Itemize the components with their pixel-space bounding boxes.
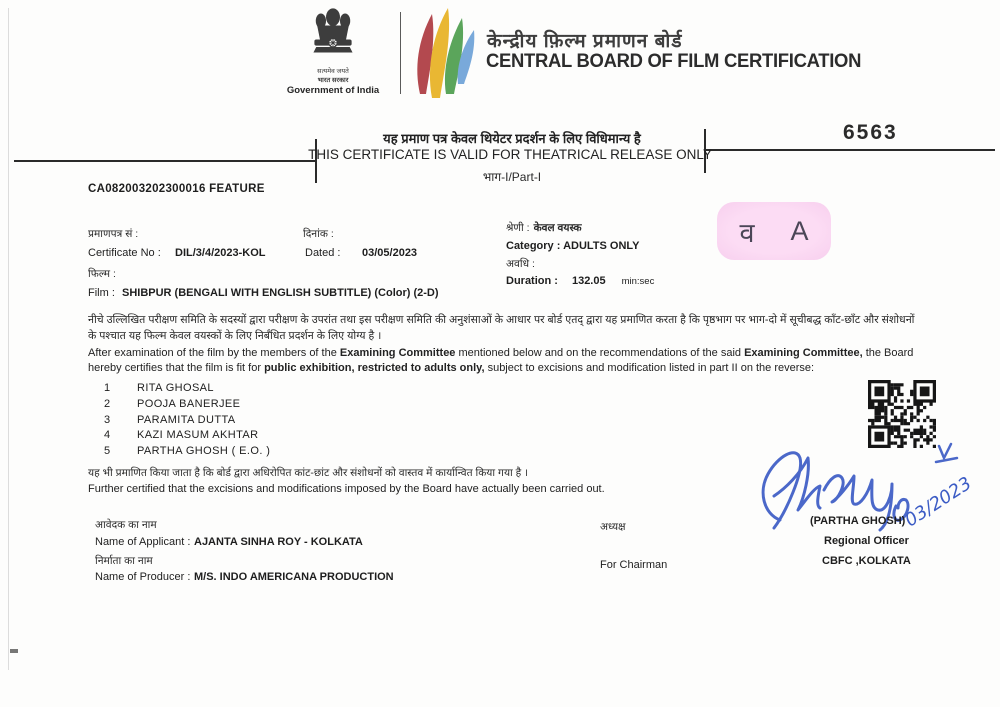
category-value-hindi: केवल वयस्क xyxy=(533,222,582,234)
part-label: भाग-I/Part-I xyxy=(482,170,542,184)
dated-label-hindi: दिनांक : xyxy=(303,228,334,240)
board-name-english: CENTRAL BOARD OF FILM CERTIFICATION xyxy=(486,51,862,72)
certify-text-2: mentioned below and on the recommendations of the said xyxy=(455,347,745,359)
carried-out-hindi: यह भी प्रमाणित किया जाता है कि बोर्ड द्वारा अधिरोपित कांट-छांट और संशोधनों को वास्तव में कार्यान्वित किया गया है । xyxy=(88,467,529,479)
certificate-no-value: DIL/3/4/2023-KOL xyxy=(175,247,266,259)
film-value: SHIBPUR (BENGALI WITH ENGLISH SUBTITLE) (Color) (2-D) xyxy=(122,287,439,299)
committee-member-row xyxy=(104,382,270,398)
film-label: Film : xyxy=(88,287,115,299)
committee-member-row xyxy=(104,429,270,445)
signatory-title: Regional Officer xyxy=(824,535,909,547)
applicant-label-hindi: आवेदक का नाम xyxy=(95,519,157,531)
signatory-org: CBFC ,KOLKATA xyxy=(822,555,911,567)
member-name: KAZI MASUM AKHTAR xyxy=(137,429,259,442)
validity-statement-hindi: यह प्रमाण पत्र केवल थियेटर प्रदर्शन के लिए विधिमान्य है xyxy=(383,131,641,146)
member-number: 1 xyxy=(104,382,111,394)
certify-bold-3: public exhibition, restricted to adults only, xyxy=(264,361,485,374)
committee-member-list xyxy=(104,382,270,461)
duration-row xyxy=(506,275,654,287)
committee-member-row xyxy=(104,398,270,414)
member-name: PARTHA GHOSH ( E.O. ) xyxy=(137,445,271,458)
committee-member-row xyxy=(104,414,270,430)
cbfc-logo-icon xyxy=(410,6,476,100)
duration-value: 132.05 xyxy=(571,275,606,287)
category-label-hindi: श्रेणी : xyxy=(506,222,530,234)
ca-number: CA082003202300016 FEATURE xyxy=(88,183,265,195)
member-name: RITA GHOSAL xyxy=(137,382,214,394)
scan-mark xyxy=(10,649,18,653)
producer-label: Name of Producer : xyxy=(95,571,191,583)
for-chairman-label: For Chairman xyxy=(600,559,668,571)
category-row-hindi xyxy=(506,221,582,235)
band-rule-left xyxy=(14,160,315,162)
emblem-motto: सत्यमेव जयते xyxy=(317,68,349,75)
member-number: 5 xyxy=(104,445,111,458)
ashoka-emblem-icon xyxy=(301,6,365,60)
dated-label: Dated : xyxy=(305,247,341,259)
band-rule-right xyxy=(706,149,995,151)
header-divider xyxy=(400,12,401,94)
certificate-no-label-hindi: प्रमाणपत्र सं : xyxy=(88,228,139,240)
government-emblem-block xyxy=(281,6,385,96)
scan-edge-line xyxy=(8,8,9,670)
applicant-label: Name of Applicant : xyxy=(95,536,191,548)
certification-paragraph-hindi: नीचे उल्लिखित परीक्षण समिति के सदस्यों द्वारा परीक्षण के उपरांत तथा इस परीक्षण समिति की अनुशंसाओं के आधार पर बोर्ड एतद् द्वारा यह प्रमाणित करता है कि पृष्ठभाग पर भाग-दो में सूचीबद्ध काँट-छाँट और संशोधनों के पश्चात यह फिल्म केवल वयस्कों के लिए निर्बंधित प्रदर्शन के लिए योग्य है । xyxy=(88,314,915,342)
producer-label-hindi: निर्माता का नाम xyxy=(95,555,153,567)
signature-date: 03/2023 xyxy=(901,472,976,532)
certify-bold-2: Examining Committee, xyxy=(744,347,863,359)
member-name: POOJA BANERJEE xyxy=(137,397,241,410)
member-number: 4 xyxy=(104,429,111,442)
category-row xyxy=(506,240,639,252)
duration-label: Duration : xyxy=(506,275,558,287)
committee-member-row xyxy=(104,445,270,461)
certify-text-4: subject to excisions and modification listed in part II on the reverse: xyxy=(484,361,815,374)
applicant-value: AJANTA SINHA ROY - KOLKATA xyxy=(194,536,363,548)
rating-letter: A xyxy=(790,215,809,246)
certificate-no-label: Certificate No : xyxy=(88,247,161,259)
duration-unit: min:sec xyxy=(621,276,655,287)
carried-out-english: Further certified that the excisions and modifications imposed by the Board have actually been carried out. xyxy=(88,483,605,495)
emblem-bharat-sarkar: भारत सरकार xyxy=(317,77,349,84)
serial-number: 6563 xyxy=(843,121,898,144)
certification-paragraph-english xyxy=(88,346,926,375)
certify-text-3: the Board hereby certifies that the film is fit for xyxy=(88,347,914,374)
producer-value: M/S. INDO AMERICANA PRODUCTION xyxy=(194,571,394,583)
member-name: PARAMITA DUTTA xyxy=(137,413,236,426)
certify-text-1: After examination of the film by the members of the xyxy=(88,347,340,359)
validity-statement-english: THIS CERTIFICATE IS VALID FOR THEATRICAL RELEASE ONLY xyxy=(308,147,712,162)
member-number: 3 xyxy=(104,413,111,426)
rating-badge xyxy=(717,202,831,260)
chairman-label-hindi: अध्यक्ष xyxy=(600,521,626,533)
rating-letter-hindi: व xyxy=(739,217,755,248)
dated-value: 03/05/2023 xyxy=(362,247,418,259)
film-label-hindi: फिल्म : xyxy=(88,268,116,280)
government-of-india-label: Government of India xyxy=(286,85,380,96)
category-value: ADULTS ONLY xyxy=(563,240,640,252)
duration-label-hindi: अवधि : xyxy=(506,258,535,270)
member-number: 2 xyxy=(104,397,111,410)
certify-bold-1: Examining Committee xyxy=(339,347,456,359)
signatory-name: (PARTHA GHOSH) xyxy=(810,515,906,527)
category-label: Category : xyxy=(506,240,561,252)
board-name-hindi: केन्द्रीय फ़िल्म प्रमाणन बोर्ड xyxy=(487,31,683,52)
